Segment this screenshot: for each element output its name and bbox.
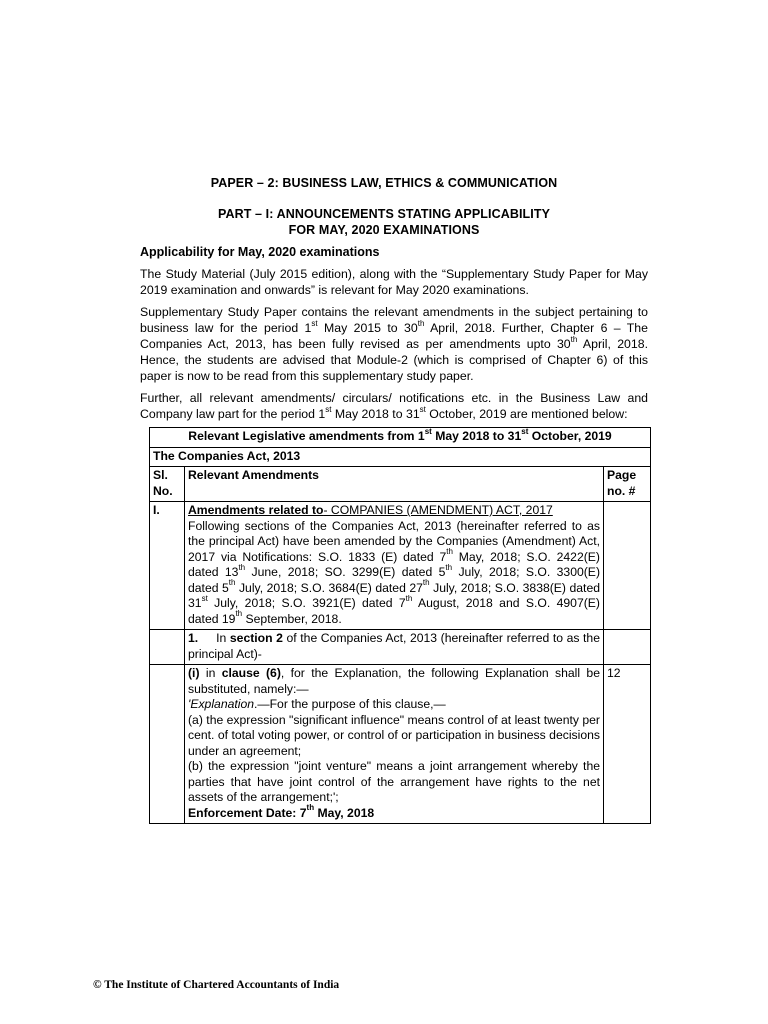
- enforcement-date: Enforcement Date: 7th May, 2018: [188, 803, 375, 820]
- row-clause-text: [185, 665, 604, 824]
- row-page-empty: [604, 502, 651, 630]
- clause-item-b: (b) the expression "joint venture" means a joint arrangement whereby the parties that have joint control of the arrangement have rights to the net assets of the arrangement;';: [188, 759, 600, 804]
- row-amendment-title: Amendments related to- COMPANIES (AMENDMENT) ACT, 2017: [188, 503, 553, 517]
- row-page-number: 12: [604, 665, 651, 824]
- applicability-subheading: Applicability for May, 2020 examinations: [140, 245, 380, 259]
- header-sl-no: Sl. No.: [150, 467, 185, 502]
- row-amendment-text: [185, 502, 604, 630]
- table-title-row: [150, 428, 651, 448]
- amendments-table: [149, 427, 651, 824]
- clause-item-a: (a) the expression "significant influence" means control of at least twenty per cent. of total voting power, or control of or participation in business decisions under an agreement;: [188, 712, 600, 758]
- row-sl-empty: [150, 630, 185, 665]
- row-amendment-body: Following sections of the Companies Act, 2013 (hereinafter referred to as the principal Act) have been amended by the Companies (Amendment) Act, 2017 via Notifications: S.O. 1833 (E) dated 7th May, 2018; S.O. 2422(E) dated 13th June, 2018; SO. 3299(E) dated 5th July, 2018; S.O. 3300(E) dated 5th July, 2018; S.O. 3684(E) dated 27th July, 2018; S.O. 3838(E) dated 31st July, 2018; S.O. 3921(E) dated 7th August, 2018 and S.O. 4907(E) dated 19th September, 2018.: [188, 518, 600, 626]
- paragraph-supplementary: Supplementary Study Paper contains the relevant amendments in the subject pertaining to business law for the period 1st May 2015 to 30th April, 2018. Further, Chapter 6 – The Companies Act, 2013, has been fully revised as per amendments upto 30th April, 2018. Hence, the students are advised that Module-2 (which is comprised of Chapter 6) of this paper is now to be read from this supplementary study paper.: [140, 305, 648, 383]
- table-row: [150, 502, 651, 630]
- paragraph-study-material: The Study Material (July 2015 edition), along with the “Supplementary Study Paper for May 2019 examination and onwards” is relevant for May 2020 examinations.: [140, 267, 648, 297]
- part-title-line2: FOR MAY, 2020 EXAMINATIONS: [288, 223, 480, 237]
- paper-title: PAPER – 2: BUSINESS LAW, ETHICS & COMMUNICATION: [210, 176, 558, 190]
- header-page-no: Page no. #: [604, 467, 651, 502]
- table-row: [150, 665, 651, 824]
- clause-explanation: 'Explanation.—For the purpose of this clause,—: [188, 697, 446, 711]
- row-sl-empty: [150, 665, 185, 824]
- row-sl-no: I.: [150, 502, 185, 630]
- clause-intro: (i) in clause (6), for the Explanation, the following Explanation shall be substituted, namely:—: [188, 666, 600, 696]
- act-name: The Companies Act, 2013: [150, 447, 651, 467]
- table-title: Relevant Legislative amendments from 1st May 2018 to 31st October, 2019: [150, 428, 651, 448]
- footer-copyright: © The Institute of Chartered Accountants of India: [93, 979, 340, 991]
- table-row: [150, 630, 651, 665]
- paragraph-further: Further, all relevant amendments/ circulars/ notifications etc. in the Business Law and Company law part for the period 1st May 2018 to 31st October, 2019 are mentioned below:: [140, 391, 648, 421]
- act-row: [150, 447, 651, 467]
- row-section-text: 1. In section 2 of the Companies Act, 2013 (hereinafter referred to as the principal Act)-: [185, 630, 604, 665]
- part-title-line1: PART – I: ANNOUNCEMENTS STATING APPLICABILITY: [217, 207, 551, 221]
- header-amendments: Relevant Amendments: [185, 467, 604, 502]
- row-page-empty: [604, 630, 651, 665]
- header-row: [150, 467, 651, 502]
